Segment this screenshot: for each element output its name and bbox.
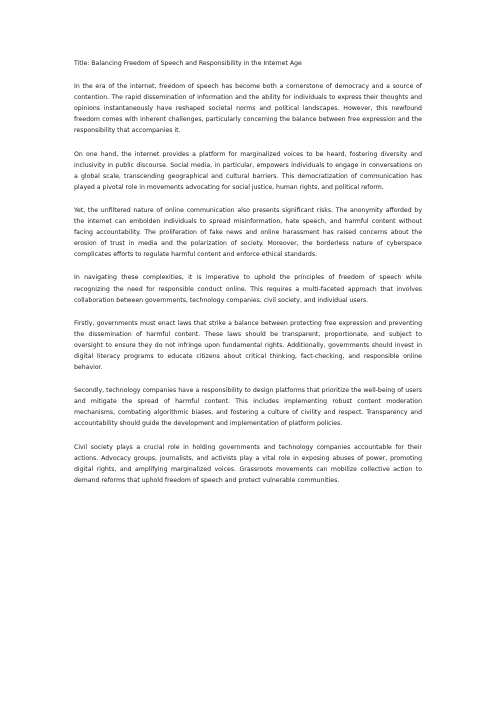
paragraph-technology-companies: Secondly, technology companies have a responsibility to design platforms that prioritize the well-being of users and mitigate the spread of harmful content. This includes implementing robust content moderation mechanisms, combating algorithmic biases, and fostering a culture of civility and respect. Transparency and accountability should guide the development and implementation of platform policies. — [74, 387, 422, 428]
paragraph-governments: Firstly, governments must enact laws that strike a balance between protecting free expression and preventing the dissemination of harmful content. These laws should be transparent, proportionate, and subject to oversight to ensure they do not infringe upon fundamental rights. Additionally, governments should invest in digital literacy programs to educate citizens about critical thinking, fact-checking, and responsible online behavior. — [74, 319, 422, 372]
document-title: Title: Balancing Freedom of Speech and Responsibility in the Internet Age — [74, 60, 302, 67]
paragraph-navigating-complexities: In navigating these complexities, it is imperative to uphold the principles of freedom of speech while recognizing the need for responsible conduct online. This requires a multi-faceted approach that involves collaboration between governments, technology companies, civil society, and individual users. — [74, 274, 422, 304]
paragraph-platform-benefits: On one hand, the internet provides a platform for marginalized voices to be heard, fostering diversity and inclusivity in public discourse. Social media, in particular, empowers individuals to engage in conversations on a global scale, transcending geographical and cultural barriers. This democratization of communication has played a pivotal role in movements advocating for social justice, human rights, and political reform. — [74, 150, 422, 191]
paragraph-civil-society: Civil society plays a crucial role in holding governments and technology companies accountable for their actions. Advocacy groups, journalists, and activists play a vital role in exposing abuses of power, promoting digital rights, and amplifying marginalized voices. Grassroots movements can mobilize collective action to demand reforms that uphold freedom of speech and protect vulnerable communities. — [74, 443, 422, 484]
paragraph-risks: Yet, the unfiltered nature of online communication also presents significant risks. The anonymity afforded by the internet can embolden individuals to spread misinformation, hate speech, and harmful content without facing accountability. The proliferation of fake news and online harassment has raised concerns about the erosion of trust in media and the polarization of society. Moreover, the borderless nature of cyberspace complicates efforts to regulate harmful content and enforce ethical standards. — [74, 206, 422, 259]
paragraph-intro: In the era of the internet, freedom of speech has become both a cornerstone of democracy and a source of contention. The rapid dissemination of information and the ability for individuals to express their thoughts and opinions instantaneously have reshaped societal norms and political landscapes. However, this newfound freedom comes with inherent challenges, particularly concerning the balance between free expression and the responsibility that accompanies it. — [74, 83, 422, 135]
document-page — [74, 58, 422, 498]
